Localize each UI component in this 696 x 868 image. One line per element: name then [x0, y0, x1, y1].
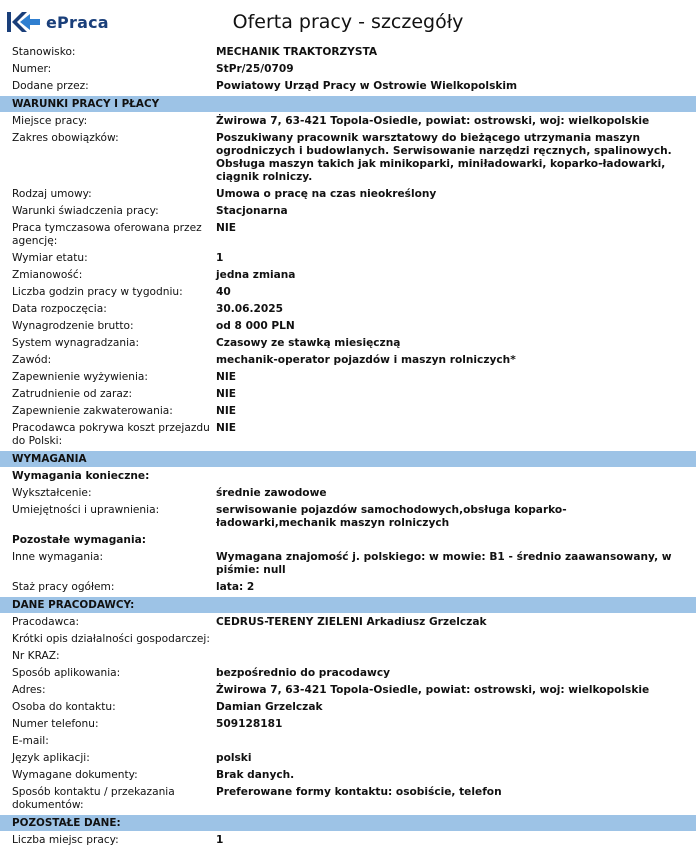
field-label: Zapewnienie zakwaterowania:: [12, 405, 173, 417]
detail-row: [0, 203, 696, 220]
detail-row: [0, 485, 696, 502]
field-label: Pracodawca:: [12, 616, 80, 628]
detail-row: [0, 579, 696, 596]
detail-row: [0, 130, 696, 186]
detail-row: [0, 665, 696, 682]
detail-row: [0, 784, 696, 814]
detail-row: [0, 386, 696, 403]
field-label: Wymiar etatu:: [12, 252, 88, 264]
field-label: Krótki opis działalności gospodarczej:: [12, 633, 210, 645]
detail-row: [0, 284, 696, 301]
detail-row: [0, 335, 696, 352]
detail-row: [0, 648, 696, 665]
field-label: E-mail:: [12, 735, 49, 747]
field-value: NIE: [216, 422, 237, 434]
field-value: [216, 650, 696, 663]
field-label: System wynagradzania:: [12, 337, 140, 349]
field-label: Miejsce pracy:: [12, 115, 88, 127]
subheading-pozostale: Pozostałe wymagania:: [12, 534, 146, 546]
field-label: Inne wymagania:: [12, 551, 104, 563]
field-value: [216, 735, 696, 748]
field-label: Numer telefonu:: [12, 718, 99, 730]
field-label: Stanowisko:: [12, 46, 76, 58]
warunki-group: [0, 113, 696, 450]
detail-row: [0, 220, 696, 250]
field-label: Zawód:: [12, 354, 52, 366]
detail-row: [0, 420, 696, 450]
wymagania-pozostale-group: [0, 549, 696, 596]
field-label: Dodane przez:: [12, 80, 89, 92]
field-label: Zatrudnienie od zaraz:: [12, 388, 133, 400]
field-label: Wynagrodzenie brutto:: [12, 320, 134, 332]
detail-row: [0, 44, 696, 61]
page-title: Oferta pracy - szczegóły: [232, 11, 464, 33]
field-label: Liczba miejsc pracy:: [12, 834, 119, 846]
field-label: Sposób kontaktu / przekazania dokumentów:: [12, 786, 175, 811]
detail-row: [0, 614, 696, 631]
detail-row: [0, 250, 696, 267]
section-header-dane: DANE PRACODAWCY:: [0, 597, 696, 613]
field-label: Liczba godzin pracy w tygodniu:: [12, 286, 183, 298]
detail-row: [0, 403, 696, 420]
field-value: jedna zmiana: [216, 269, 296, 281]
detail-row: [0, 549, 696, 579]
field-value: MECHANIK TRAKTORZYSTA: [216, 46, 378, 58]
field-value: Brak danych.: [216, 769, 295, 781]
field-value: 40: [216, 286, 231, 298]
detail-row: [0, 369, 696, 386]
detail-row: [0, 716, 696, 733]
detail-row: [0, 682, 696, 699]
field-value: Poszukiwany pracownik warsztatowy do bieżącego utrzymania maszyn ogrodniczych i budowlanych. Serwisowanie narzędzi ręcznych, spalinowych. Obsługa maszyn takich jak minikoparki, miniładowarki, koparko-ładowarki, ciągnik rolniczy.: [216, 132, 672, 183]
field-label: Umiejętności i uprawnienia:: [12, 504, 160, 516]
detail-row: [0, 750, 696, 767]
field-label: Rodzaj umowy:: [12, 188, 92, 200]
field-value: lata: 2: [216, 581, 255, 593]
detail-row: [0, 186, 696, 203]
subheading-konieczne: Wymagania konieczne:: [12, 470, 150, 482]
field-label: Sposób aplikowania:: [12, 667, 121, 679]
field-label: Zmianowość:: [12, 269, 83, 281]
field-value: 1: [216, 834, 224, 846]
detail-row: [0, 631, 696, 648]
logo-text: ePraca: [46, 12, 109, 32]
field-value: serwisowanie pojazdów samochodowych,obsługa koparko-ładowarki,mechanik maszyn rolniczych: [216, 504, 567, 529]
dane-pracodawcy-group: [0, 614, 696, 814]
field-label: Nr KRAZ:: [12, 650, 60, 662]
detail-row: [0, 733, 696, 750]
offer-summary: [0, 44, 696, 95]
field-value: [216, 633, 696, 646]
field-label: Osoba do kontaktu:: [12, 701, 116, 713]
field-label: Zakres obowiązków:: [12, 132, 119, 144]
field-label: Zapewnienie wyżywienia:: [12, 371, 148, 383]
field-value: NIE: [216, 388, 237, 400]
field-label: Adres:: [12, 684, 46, 696]
detail-row: [0, 699, 696, 716]
field-value: NIE: [216, 405, 237, 417]
field-label: Pracodawca pokrywa koszt przejazdu do Polski:: [12, 422, 210, 447]
section-header-warunki: WARUNKI PRACY I PŁACY: [0, 96, 696, 112]
field-value: 509128181: [216, 718, 283, 730]
field-value: Damian Grzelczak: [216, 701, 323, 713]
field-label: Praca tymczasowa oferowana przez agencję:: [12, 222, 202, 247]
field-value: Żwirowa 7, 63-421 Topola-Osiedle, powiat: ostrowski, woj: wielkopolskie: [216, 684, 650, 696]
field-label: Wykształcenie:: [12, 487, 92, 499]
field-value: Preferowane formy kontaktu: osobiście, telefon: [216, 786, 502, 798]
field-value: bezpośrednio do pracodawcy: [216, 667, 391, 679]
document-header: [0, 0, 696, 44]
field-value: StPr/25/0709: [216, 63, 294, 75]
detail-row: [0, 352, 696, 369]
field-value: Żwirowa 7, 63-421 Topola-Osiedle, powiat: ostrowski, woj: wielkopolskie: [216, 115, 650, 127]
field-value: średnie zawodowe: [216, 487, 327, 499]
field-value: od 8 000 PLN: [216, 320, 295, 332]
field-value: Powiatowy Urząd Pracy w Ostrowie Wielkopolskim: [216, 80, 518, 92]
field-value: Stacjonarna: [216, 205, 288, 217]
detail-row: [0, 113, 696, 130]
field-label: Data rozpoczęcia:: [12, 303, 107, 315]
field-label: Język aplikacji:: [12, 752, 90, 764]
detail-row: [0, 502, 696, 532]
field-value: 1: [216, 252, 224, 264]
field-label: Wymagane dokumenty:: [12, 769, 138, 781]
field-value: Czasowy ze stawką miesięczną: [216, 337, 401, 349]
detail-row: [0, 767, 696, 784]
field-value: NIE: [216, 222, 237, 234]
field-label: Warunki świadczenia pracy:: [12, 205, 159, 217]
field-value: Wymagana znajomość j. polskiego: w mowie: B1 - średnio zaawansowany, w piśmie: null: [216, 551, 672, 576]
field-value: Umowa o pracę na czas nieokreślony: [216, 188, 437, 200]
field-label: Staż pracy ogółem:: [12, 581, 115, 593]
detail-row: [0, 832, 696, 849]
field-value: polski: [216, 752, 252, 764]
wymagania-konieczne-group: [0, 485, 696, 532]
detail-row: [0, 301, 696, 318]
field-value: CEDRUS-TERENY ZIELENI Arkadiusz Grzelczak: [216, 616, 487, 628]
section-header-wymagania: WYMAGANIA: [0, 451, 696, 467]
field-value: mechanik-operator pojazdów i maszyn rolniczych*: [216, 354, 516, 366]
field-value: 30.06.2025: [216, 303, 284, 315]
offer-details: [0, 44, 696, 849]
field-label: Numer:: [12, 63, 52, 75]
detail-row: [0, 318, 696, 335]
detail-row: [0, 267, 696, 284]
pozostale-dane-group: [0, 832, 696, 849]
detail-row: [0, 78, 696, 95]
detail-row: [0, 61, 696, 78]
section-header-pozostale: POZOSTAŁE DANE:: [0, 815, 696, 831]
field-value: NIE: [216, 371, 237, 383]
